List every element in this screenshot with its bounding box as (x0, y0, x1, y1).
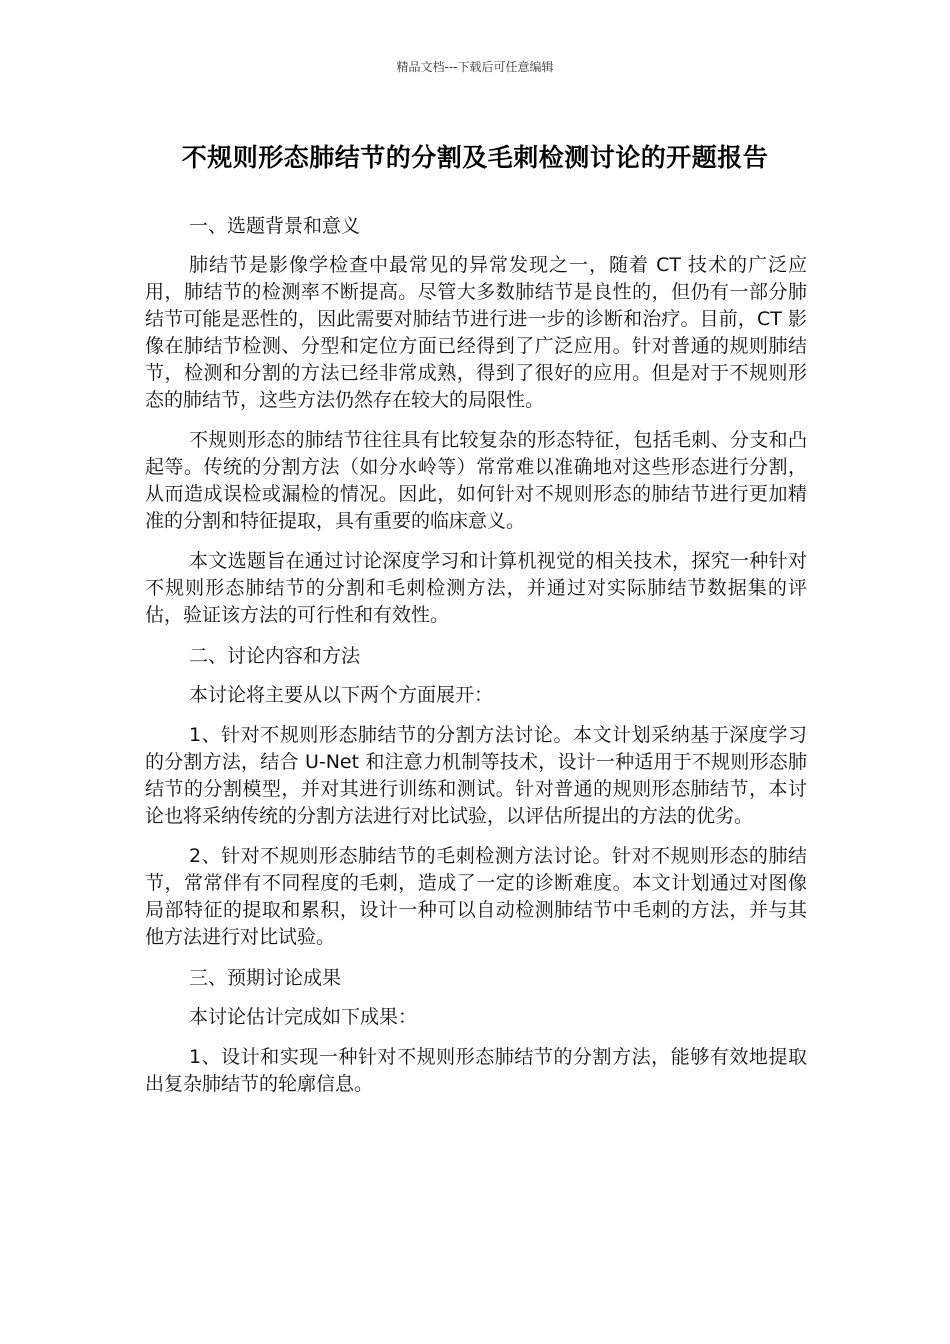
paragraph-results-intro: 本讨论估计完成如下成果： (189, 1006, 418, 1028)
paragraph-methods-segmentation: 1、针对不规则形态肺结节的分割方法讨论。本文计划采纳基于深度学习的分割方法，结合 U-Net 和注意力机制等技术，设计一种适用于不规则形态肺结节的分割模型，并对其进行训练和测试。针对普通的规则形态肺结节，本讨论也将采纳传统的分割方法进行对比试验，以评估所提出的方法的优劣。 (145, 724, 807, 827)
paragraph-background-2: 不规则形态的肺结节往往具有比较复杂的形态特征，包括毛刺、分支和凸起等。传统的分割方法（如分水岭等）常常难以准确地对这些形态进行分割，从而造成误检或漏检的情况。因此，如何针对不规则形态的肺结节进行更加精准的分割和特征提取，具有重要的临床意义。 (145, 429, 807, 532)
section-heading-expected-results: 三、预期讨论成果 (189, 967, 342, 989)
paragraph-background-1: 肺结节是影像学检查中最常见的异常发现之一，随着 CT 技术的广泛应用，肺结节的检测率不断提高。尽管大多数肺结节是良性的，但仍有一部分肺结节可能是恶性的，因此需要对肺结节进行进一步的诊断和治疗。目前，CT 影像在肺结节检测、分型和定位方面已经得到了广泛应用。针对普通的规则肺结节，检测和分割的方法已经非常成熟，得到了很好的应用。但是对于不规则形态的肺结节，这些方法仍然存在较大的局限性。 (145, 254, 807, 411)
paragraph-methods-intro: 本讨论将主要从以下两个方面展开： (189, 684, 494, 706)
section-heading-background: 一、选题背景和意义 (189, 215, 361, 237)
paragraph-methods-spiculation: 2、针对不规则形态肺结节的毛刺检测方法讨论。针对不规则形态的肺结节，常常伴有不同程度的毛刺，造成了一定的诊断难度。本文计划通过对图像局部特征的提取和累积，设计一种可以自动检测肺结节中毛刺的方法，并与其他方法进行对比试验。 (145, 845, 807, 948)
paragraph-results-1: 1、设计和实现一种针对不规则形态肺结节的分割方法，能够有效地提取出复杂肺结节的轮廓信息。 (145, 1046, 807, 1095)
document-title: 不规则形态肺结节的分割及毛刺检测讨论的开题报告 (181, 143, 769, 172)
section-heading-content-methods: 二、讨论内容和方法 (189, 645, 361, 667)
header-note: 精品文档---下载后可任意编辑 (396, 60, 554, 74)
paragraph-background-3: 本文选题旨在通过讨论深度学习和计算机视觉的相关技术，探究一种针对不规则形态肺结节的分割和毛刺检测方法，并通过对实际肺结节数据集的评估，验证该方法的可行性和有效性。 (145, 550, 807, 626)
document-body (145, 212, 807, 1111)
